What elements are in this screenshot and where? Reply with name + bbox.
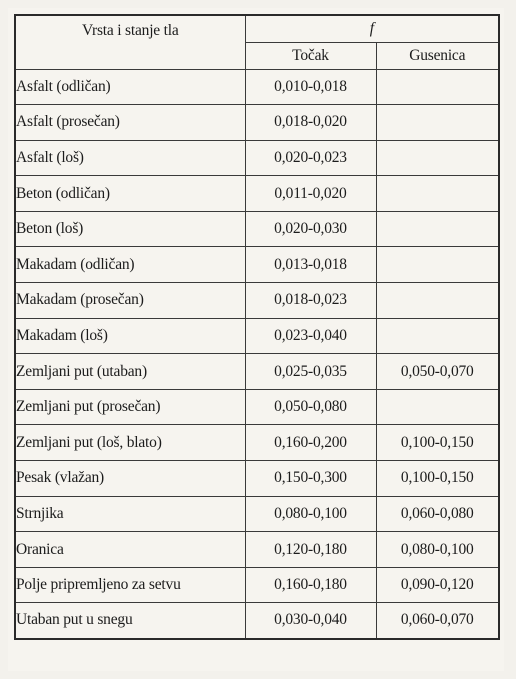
tocak-value-cell: 0,160-0,180 <box>245 567 376 603</box>
soil-type-cell: Beton (loš) <box>15 211 245 247</box>
tocak-value-cell: 0,013-0,018 <box>245 247 376 283</box>
header-coefficient-symbol: f <box>245 15 499 42</box>
soil-type-cell: Zemljani put (loš, blato) <box>15 425 245 461</box>
gusenica-value-cell: 0,080-0,100 <box>376 532 499 568</box>
gusenica-value-cell <box>376 140 499 176</box>
soil-type-cell: Pesak (vlažan) <box>15 461 245 497</box>
table-row <box>15 247 499 283</box>
gusenica-value-cell: 0,050-0,070 <box>376 354 499 390</box>
rolling-resistance-table <box>14 14 500 640</box>
table-row <box>15 354 499 390</box>
table-row <box>15 567 499 603</box>
soil-type-cell: Zemljani put (utaban) <box>15 354 245 390</box>
gusenica-value-cell <box>376 318 499 354</box>
soil-type-cell: Zemljani put (prosečan) <box>15 389 245 425</box>
tocak-value-cell: 0,080-0,100 <box>245 496 376 532</box>
tocak-value-cell: 0,020-0,030 <box>245 211 376 247</box>
table-row <box>15 176 499 212</box>
tocak-value-cell: 0,018-0,023 <box>245 283 376 319</box>
table-row <box>15 69 499 105</box>
soil-type-cell: Beton (odličan) <box>15 176 245 212</box>
gusenica-value-cell <box>376 389 499 425</box>
table-row <box>15 140 499 176</box>
header-row-top <box>15 15 499 42</box>
tocak-value-cell: 0,050-0,080 <box>245 389 376 425</box>
table-row <box>15 532 499 568</box>
table-row <box>15 283 499 319</box>
gusenica-value-cell <box>376 176 499 212</box>
soil-type-cell: Asfalt (odličan) <box>15 69 245 105</box>
soil-type-cell: Makadam (prosečan) <box>15 283 245 319</box>
tocak-value-cell: 0,018-0,020 <box>245 105 376 141</box>
gusenica-value-cell <box>376 105 499 141</box>
soil-type-cell: Makadam (loš) <box>15 318 245 354</box>
table-row <box>15 318 499 354</box>
gusenica-value-cell <box>376 69 499 105</box>
tocak-value-cell: 0,011-0,020 <box>245 176 376 212</box>
table-row <box>15 211 499 247</box>
table-row <box>15 389 499 425</box>
tocak-value-cell: 0,010-0,018 <box>245 69 376 105</box>
tocak-value-cell: 0,020-0,023 <box>245 140 376 176</box>
soil-type-cell: Asfalt (prosečan) <box>15 105 245 141</box>
header-gusenica: Gusenica <box>376 42 499 69</box>
header-tocak: Točak <box>245 42 376 69</box>
tocak-value-cell: 0,120-0,180 <box>245 532 376 568</box>
document-page <box>8 8 504 671</box>
soil-type-cell: Utaban put u snegu <box>15 603 245 639</box>
header-soil-type: Vrsta i stanje tla <box>15 15 245 69</box>
table-row <box>15 603 499 639</box>
gusenica-value-cell: 0,100-0,150 <box>376 425 499 461</box>
gusenica-value-cell: 0,100-0,150 <box>376 461 499 497</box>
gusenica-value-cell: 0,060-0,080 <box>376 496 499 532</box>
tocak-value-cell: 0,160-0,200 <box>245 425 376 461</box>
soil-type-cell: Oranica <box>15 532 245 568</box>
gusenica-value-cell <box>376 283 499 319</box>
tocak-value-cell: 0,025-0,035 <box>245 354 376 390</box>
soil-type-cell: Asfalt (loš) <box>15 140 245 176</box>
soil-type-cell: Strnjika <box>15 496 245 532</box>
gusenica-value-cell: 0,060-0,070 <box>376 603 499 639</box>
tocak-value-cell: 0,023-0,040 <box>245 318 376 354</box>
tocak-value-cell: 0,150-0,300 <box>245 461 376 497</box>
soil-type-cell: Makadam (odličan) <box>15 247 245 283</box>
tocak-value-cell: 0,030-0,040 <box>245 603 376 639</box>
table-row <box>15 461 499 497</box>
table-body <box>15 69 499 639</box>
table-row <box>15 425 499 461</box>
gusenica-value-cell <box>376 211 499 247</box>
gusenica-value-cell <box>376 247 499 283</box>
soil-type-cell: Polje pripremljeno za setvu <box>15 567 245 603</box>
gusenica-value-cell: 0,090-0,120 <box>376 567 499 603</box>
table-row <box>15 105 499 141</box>
table-row <box>15 496 499 532</box>
